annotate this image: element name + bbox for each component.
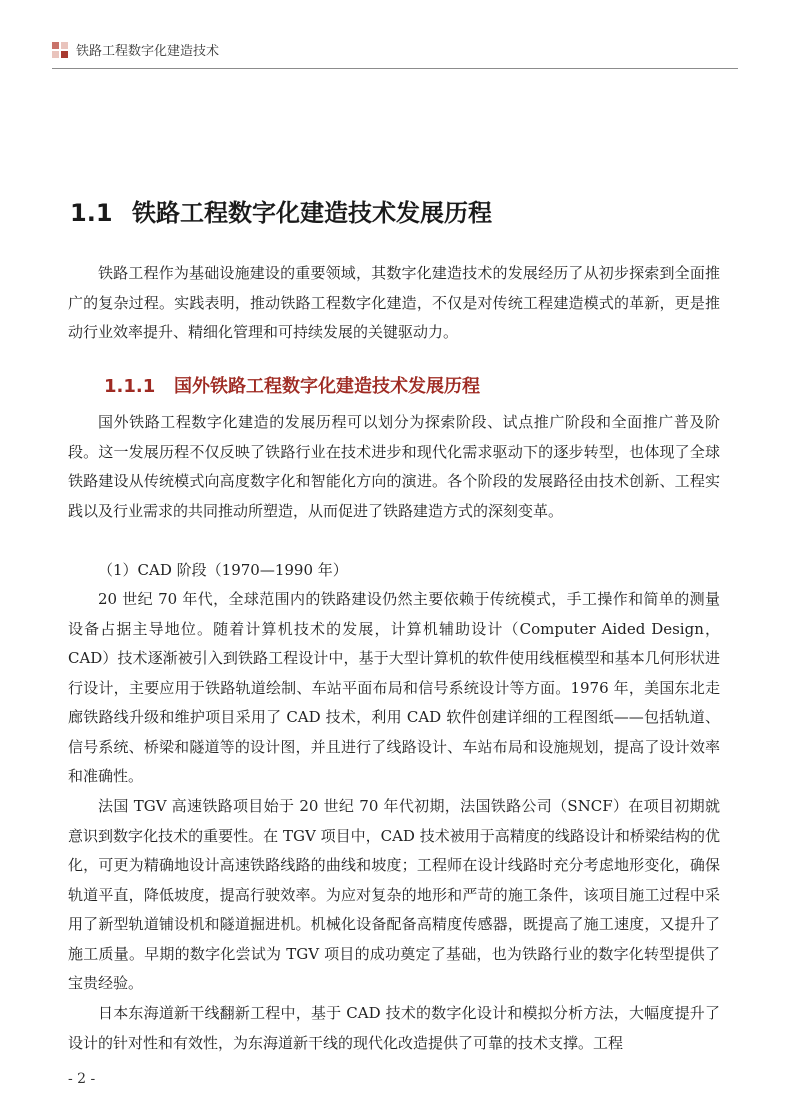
subsection-title: 国外铁路工程数字化建造技术发展历程 — [174, 376, 480, 397]
section-intro-paragraph: 铁路工程作为基础设施建设的重要领域，其数字化建造技术的发展经历了从初步探索到全面推广的复杂过程。实践表明，推动铁路工程数字化建造，不仅是对传统工程建造模式的革新，更是推动行业效率提升、精细化管理和可持续发展的关键驱动力。 — [68, 264, 720, 341]
stage-heading-cad: （1）CAD 阶段（1970—1990 年） — [98, 561, 348, 579]
body-paragraph-shinkansen: 日本东海道新干线翻新工程中，基于 CAD 技术的数字化设计和模拟分析方法，大幅度提升了设计的针对性和有效性，为东海道新干线的现代化改造提供了可靠的技术支撑。工程 — [68, 1004, 720, 1052]
section-number: 1.1 — [70, 199, 113, 227]
page-number: - 2 - — [68, 1071, 96, 1087]
section-heading — [70, 193, 492, 228]
subsection-number: 1.1.1 — [104, 376, 156, 397]
body-paragraph-tgv: 法国 TGV 高速铁路项目始于 20 世纪 70 年代初期，法国铁路公司（SNCF）在项目初期就意识到数字化技术的重要性。在 TGV 项目中，CAD 技术被用于高精度的线路设计和桥梁结构的优化，可更为精确地设计高速铁路线路的曲线和坡度；工程师在设计线路时充分考虑地形变化，确保轨道平直，降低坡度，提高行驶效率。为应对复杂的地形和严苛的施工条件，该项目施工过程中采用了新型轨道铺设机和隧道掘进机。机械化设备配备高精度传感器，既提高了施工速度，又提升了施工质量。早期的数字化尝试为 TGV 项目的成功奠定了基础，也为铁路行业的数字化转型提供了宝贵经验。 — [68, 797, 720, 992]
running-header — [52, 40, 219, 59]
header-square-logo-icon — [52, 42, 68, 58]
body-paragraph-cad: 20 世纪 70 年代，全球范围内的铁路建设仍然主要依赖于传统模式，手工操作和简单的测量设备占据主导地位。随着计算机技术的发展，计算机辅助设计（Computer Aided Design，CAD）技术逐渐被引入到铁路工程设计中，基于大型计算机的软件使用线框模型和基本几何形状进行设计，主要应用于铁路轨道绘制、车站平面布局和信号系统设计等方面。1976 年，美国东北走廊铁路线升级和维护项目采用了 CAD 技术，利用 CAD 软件创建详细的工程图纸——包括轨道、信号系统、桥梁和隧道等的设计图，并且进行了线路设计、车站布局和设施规划，提高了设计效率和准确性。 — [68, 590, 720, 785]
header-divider — [52, 68, 738, 69]
body-paragraph-overview: 国外铁路工程数字化建造的发展历程可以划分为探索阶段、试点推广阶段和全面推广普及阶段。这一发展历程不仅反映了铁路行业在技术进步和现代化需求驱动下的逐步转型，也体现了全球铁路建设从传统模式向高度数字化和智能化方向的演进。各个阶段的发展路径由技术创新、工程实践以及行业需求的共同推动所塑造，从而促进了铁路建造方式的深刻变革。 — [68, 413, 720, 520]
running-title: 铁路工程数字化建造技术 — [76, 44, 220, 59]
section-title: 铁路工程数字化建造技术发展历程 — [132, 199, 492, 227]
subsection-heading — [104, 372, 480, 398]
